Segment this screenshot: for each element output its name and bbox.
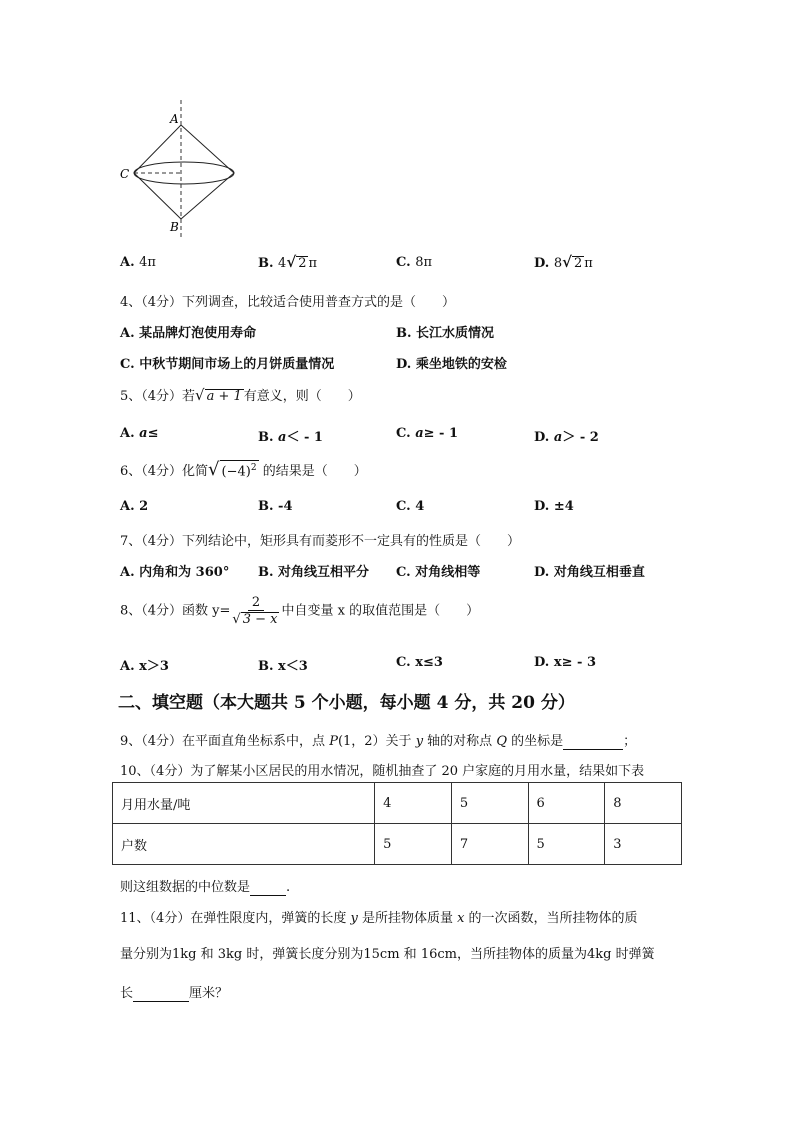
q9-stem: 9、（4分）在平面直角坐标系中，点 P(1，2）关于 y 轴的对称点 Q 的坐标是 ； (120, 734, 637, 749)
q4-option-d[interactable]: D. 乘坐地铁的安检 (396, 357, 507, 372)
q10-stem: 10、（4分）为了解某小区居民的用水情况，随机抽查了 20 户家庭的月用水量，结果如下表 (120, 764, 645, 779)
q11-line-3: 长 厘米？ (120, 986, 229, 1001)
section-heading-fill-in: 二、填空题（本大题共 5 个小题，每小题 4 分，共 20 分） (118, 693, 575, 713)
radical-sign: √ (286, 253, 297, 271)
q6-option-d[interactable]: D. ±4 (534, 499, 574, 514)
answer-blank[interactable] (133, 986, 189, 1002)
q7-option-c[interactable]: C. 对角线相等 (396, 565, 481, 580)
cone-edge-upper-left (134, 125, 181, 173)
table-cell: 月用水量/吨 (113, 783, 375, 824)
q4-option-c[interactable]: C. 中秋节期间市场上的月饼质量情况 (120, 357, 335, 372)
q4-option-a[interactable]: A. 某品牌灯泡使用寿命 (120, 326, 257, 341)
radical-sign: √ (562, 253, 573, 271)
table-cell: 5 (375, 824, 452, 865)
table-row (113, 824, 682, 865)
double-cone-figure (110, 95, 250, 240)
table-cell: 户数 (113, 824, 375, 865)
q7-stem: 7、（4分）下列结论中，矩形具有而菱形不一定具有的性质是（ ） (120, 534, 521, 549)
q6-option-b[interactable]: B. -4 (258, 499, 293, 514)
answer-blank[interactable] (250, 880, 286, 896)
table-cell: 5 (451, 783, 528, 824)
q3-option-b[interactable]: B. 4√ 2 π (258, 253, 318, 271)
cone-edge-upper-right (181, 125, 234, 173)
vertex-label-b: B (170, 220, 179, 234)
q11-line-1: 11、（4分）在弹性限度内，弹簧的长度 y 是所挂物体质量 x 的一次函数，当所挂物体的质 (120, 911, 638, 926)
q6-stem: 6、（4分）化简√ $(-4)^2$ 的结果是（ ） (120, 459, 367, 480)
q11-line-2: 量分别为1kg 和 3kg 时，弹簧长度分别为15cm 和 16cm，当所挂物体的质量为4kg 时弹簧 (120, 947, 655, 962)
q7-option-a[interactable]: A. 内角和为 360° (120, 565, 230, 580)
q8-option-d[interactable]: D. x≥ - 3 (534, 655, 597, 670)
q4-option-b[interactable]: B. 长江水质情况 (396, 326, 495, 341)
q6-option-a[interactable]: A. 2 (120, 499, 149, 514)
q5-option-b[interactable]: B. a＜ - 1 (258, 430, 323, 445)
q5-option-d[interactable]: D. a＞ - 2 (534, 430, 599, 445)
q3-option-c[interactable]: C. 8π (396, 255, 433, 270)
table-cell: 3 (605, 824, 682, 865)
q8-option-a[interactable]: A. x＞3 (120, 659, 169, 674)
answer-blank[interactable] (563, 734, 623, 750)
radical-sign: √ (195, 386, 205, 404)
q5-option-c[interactable]: C. a≥ - 1 (396, 426, 459, 441)
radical-sign: √ (208, 459, 220, 480)
vertex-label-a: A (170, 112, 179, 126)
table-cell: 7 (451, 824, 528, 865)
table-cell: 8 (605, 783, 682, 824)
cone-edge-lower-right (181, 173, 234, 219)
q4-stem: 4、（4分）下列调查，比较适合使用普查方式的是（ ） (120, 295, 456, 310)
q8-stem: 8、（4分）函数 y= $\frac{2}{√ 3 - x}$ 中自变量 x 的取值范围是（ ） (120, 595, 480, 627)
table-cell: 6 (528, 783, 605, 824)
table-cell: 4 (375, 783, 452, 824)
q3-option-d[interactable]: D. 8√ 2 π (534, 253, 593, 271)
q8-option-b[interactable]: B. x＜3 (258, 659, 308, 674)
radical-sign: √ (232, 612, 241, 627)
q5-option-a[interactable]: A. a≤ (120, 426, 159, 441)
q10-followup: 则这组数据的中位数是 . (120, 880, 291, 895)
vertex-label-c: C (120, 167, 130, 181)
q7-option-d[interactable]: D. 对角线互相垂直 (534, 565, 645, 580)
q7-option-b[interactable]: B. 对角线互相平分 (258, 565, 370, 580)
q8-option-c[interactable]: C. x≤3 (396, 655, 443, 670)
cone-edge-lower-left (134, 173, 181, 219)
q6-option-c[interactable]: C. 4 (396, 499, 425, 514)
fraction: $\frac{2}{√ 3 - x}$ (232, 595, 278, 627)
table-row (113, 783, 682, 824)
table-cell: 5 (528, 824, 605, 865)
q5-stem: 5、（4分）若√ a + 1 有意义，则（ ） (120, 386, 361, 404)
q3-option-a[interactable]: A. 4π (120, 255, 156, 270)
water-usage-table (112, 782, 682, 865)
